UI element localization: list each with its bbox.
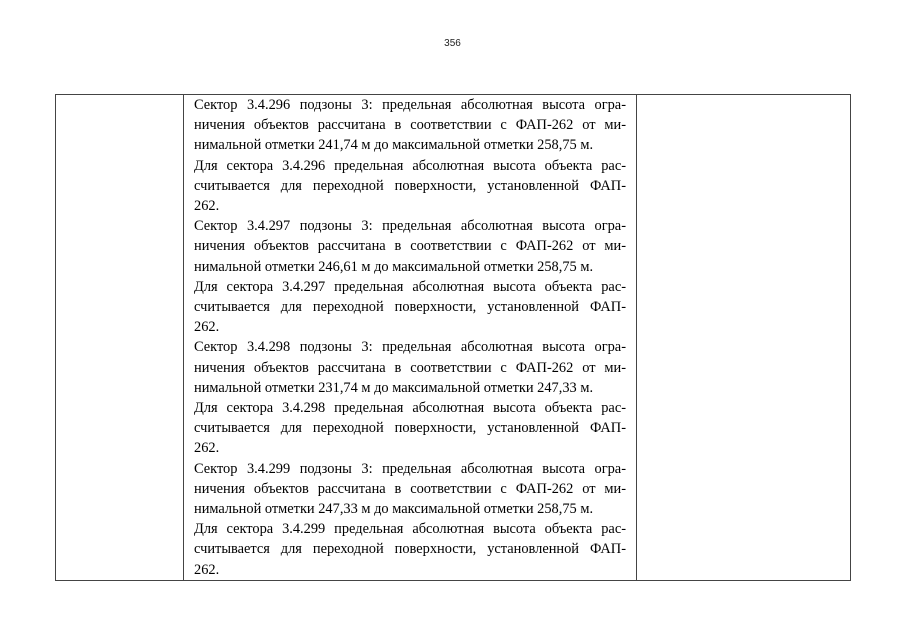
document-table [55, 94, 851, 581]
text-line: Сектор 3.4.298 подзоны 3: предельная абсолютная высота огра- [194, 339, 626, 356]
text-line: 262. [194, 440, 220, 457]
text-line: ничения объектов рассчитана в соответствии с ФАП-262 от ми- [194, 480, 626, 497]
text-line: 262. [194, 319, 220, 336]
text-line: Для сектора 3.4.297 предельная абсолютная высота объекта рас- [194, 278, 626, 295]
text-line: нимальной отметки 241,74 м до максимальной отметки 258,75 м. [194, 137, 594, 154]
text-line: 262. [194, 561, 220, 578]
text-line: ничения объектов рассчитана в соответствии с ФАП-262 от ми- [194, 238, 626, 255]
text-line: 262. [194, 198, 220, 215]
text-line: считывается для переходной поверхности, установленной ФАП- [194, 299, 626, 316]
text-line: Для сектора 3.4.298 предельная абсолютная высота объекта рас- [194, 400, 626, 417]
text-line: считывается для переходной поверхности, установленной ФАП- [194, 177, 626, 194]
table-row [56, 95, 851, 581]
page-number: 356 [444, 38, 461, 49]
table-cell-content [184, 95, 637, 581]
text-line: ничения объектов рассчитана в соответствии с ФАП-262 от ми- [194, 117, 626, 134]
text-line: Для сектора 3.4.296 предельная абсолютная высота объекта рас- [194, 157, 626, 174]
text-line: ничения объектов рассчитана в соответствии с ФАП-262 от ми- [194, 359, 626, 376]
text-line: Сектор 3.4.296 подзоны 3: предельная абсолютная высота огра- [194, 97, 626, 113]
text-line: Сектор 3.4.297 подзоны 3: предельная абсолютная высота огра- [194, 218, 626, 235]
text-line: считывается для переходной поверхности, установленной ФАП- [194, 420, 626, 437]
text-line: нимальной отметки 231,74 м до максимальной отметки 247,33 м. [194, 379, 594, 396]
text-line: нимальной отметки 246,61 м до максимальной отметки 258,75 м. [194, 258, 594, 275]
text-line: считывается для переходной поверхности, установленной ФАП- [194, 541, 626, 558]
text-line: нимальной отметки 247,33 м до максимальной отметки 258,75 м. [194, 501, 594, 518]
sector-description-text [184, 95, 636, 580]
text-line: Для сектора 3.4.299 предельная абсолютная высота объекта рас- [194, 521, 626, 538]
table-cell-left [56, 95, 184, 581]
table-cell-right [637, 95, 851, 581]
text-line: Сектор 3.4.299 подзоны 3: предельная абсолютная высота огра- [194, 460, 626, 477]
